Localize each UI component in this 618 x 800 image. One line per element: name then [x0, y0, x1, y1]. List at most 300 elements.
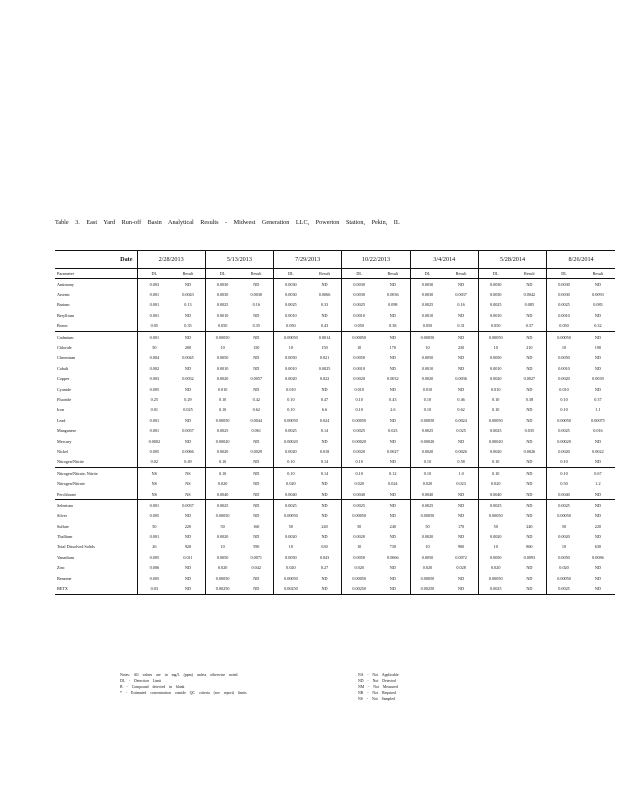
parameter-name: Total Dissolved Solids: [57, 544, 95, 550]
result-cell: 730: [389, 544, 396, 550]
result-cell: 0.0014: [308, 331, 342, 342]
notes-block: [120, 672, 247, 696]
result-cell: 0.018: [319, 448, 330, 454]
result-cell: NS: [185, 491, 191, 497]
parameter-name: Nitrogen/Nitrite: [57, 459, 84, 465]
dl-cell: 0.0020: [205, 531, 239, 541]
dl-cell: 0.00020: [205, 436, 239, 446]
dl-cell: 0.001: [137, 500, 171, 511]
dl-cell: 0.020: [205, 563, 239, 573]
dl-cell: 0.0025: [205, 500, 239, 511]
table-row: [55, 468, 615, 479]
sample-date-4: 10/22/2013: [342, 251, 410, 269]
dl-cell: 0.00050: [205, 511, 239, 521]
result-cell: ND: [594, 365, 601, 371]
dl-cell: 0.0020: [410, 446, 444, 456]
result-cell: ND: [458, 491, 465, 497]
date-label: Date: [55, 251, 137, 269]
dl-cell: 0.00050: [478, 415, 512, 425]
dl-cell: 0.0040: [478, 489, 512, 500]
parameter-name: Benzene: [57, 575, 72, 581]
result-cell: 0.035: [524, 428, 535, 434]
result-cell: 0.0032: [182, 376, 194, 382]
result-cell: 0.49: [184, 459, 192, 465]
dl-cell: 0.0050: [410, 353, 444, 363]
table-row: [55, 489, 615, 500]
results-table-container: [55, 250, 615, 595]
dl-cell: 0.020: [274, 563, 308, 573]
dl-cell: 0.10: [205, 457, 239, 468]
dl-cell: 0.10: [478, 468, 512, 479]
dl-cell: 10: [410, 542, 444, 552]
dl-cell: 0.0025: [274, 425, 308, 435]
result-cell: ND: [239, 468, 273, 479]
sample-date-1: 2/28/2013: [137, 251, 205, 269]
result-cell: ND: [526, 565, 533, 571]
table-row: [55, 478, 615, 488]
abbreviation-line: NM - Not Measured: [358, 685, 398, 689]
dl-cell: 0.020: [410, 563, 444, 573]
result-cell: ND: [184, 386, 191, 392]
dl-cell: NS: [137, 478, 171, 488]
result-cell: 0.0027: [387, 448, 399, 454]
result-cell: 0.0036: [387, 292, 399, 298]
result-cell: 0.0022: [592, 448, 604, 454]
dl-cell: 0.0040: [274, 489, 308, 500]
dl-cell: 0.0050: [274, 552, 308, 562]
dl-cell: 0.001: [137, 531, 171, 541]
result-cell: 0.0086: [592, 554, 604, 560]
result-cell: ND: [184, 565, 191, 571]
dl-cell: 0.00050: [205, 331, 239, 342]
dl-cell: 0.0040: [547, 489, 581, 500]
dl-cell: 50: [478, 521, 512, 531]
dl-cell: 0.10: [274, 457, 308, 468]
result-cell: 0.43: [320, 323, 329, 329]
result-cell: ND: [184, 575, 191, 581]
dl-cell: 0.10: [205, 405, 239, 415]
result-cell: ND: [184, 365, 191, 371]
dl-cell: 0.050: [410, 321, 444, 332]
parameter-name: Arsenic: [57, 292, 71, 298]
dl-cell: 0.010: [205, 384, 239, 394]
dl-cell: 0.00050: [274, 511, 308, 521]
dl-cell: 0.10: [547, 405, 581, 415]
result-cell: 230: [457, 345, 465, 351]
dl-cell: 10: [478, 542, 512, 552]
dl-cell: 0.10: [410, 405, 444, 415]
result-cell: 0.42: [252, 396, 260, 402]
parameter-name: Barium: [57, 302, 70, 308]
dl-cell: 0.00250: [274, 583, 308, 594]
result-cell: ND: [253, 355, 260, 361]
dl-cell: 0.0030: [410, 289, 444, 299]
result-cell: ND: [253, 513, 260, 519]
dl-cell: 0.0025: [342, 425, 376, 435]
dl-cell: 0.0050: [342, 353, 376, 363]
dl-cell: 0.0010: [478, 310, 512, 320]
dl-cell: 0.001: [137, 310, 171, 320]
abbreviation-line: ND - Not Detected: [358, 679, 396, 683]
dl-cell: 0.0025: [205, 425, 239, 435]
result-cell: ND: [389, 281, 396, 287]
dl-cell: 0.050: [547, 321, 581, 332]
result-cell: 0.32: [594, 323, 602, 329]
dl-cell: 0.050: [478, 321, 512, 332]
dl-cell: 0.0025: [274, 500, 308, 511]
result-cell: ND: [526, 407, 533, 413]
table-row: [55, 353, 615, 363]
dl-cell: 0.00050: [205, 573, 239, 583]
result-cell: 0.35: [252, 323, 260, 329]
table-row: [55, 583, 615, 594]
dl-cell: 0.0010: [205, 310, 239, 320]
date-header-row: [55, 251, 615, 269]
column-header-row: [55, 269, 615, 279]
result-cell: ND: [594, 386, 601, 392]
parameter-name: Selenium: [55, 500, 137, 511]
dl-cell: 0.10: [342, 457, 376, 468]
dl-cell: 0.00050: [342, 511, 376, 521]
dl-cell: 0.0050: [342, 552, 376, 562]
result-cell: ND: [594, 459, 601, 465]
dl-cell: 0.0020: [410, 531, 444, 541]
dl-cell: 0.00250: [205, 583, 239, 594]
table-row: [55, 310, 615, 320]
result-header: Result: [308, 269, 342, 279]
dl-cell: 0.02: [137, 457, 171, 468]
dl-cell: 0.0010: [410, 363, 444, 373]
table-row: [55, 289, 615, 299]
parameter-name: Thallium: [57, 534, 73, 540]
parameter-name: Iron: [57, 407, 64, 413]
dl-cell: 10: [547, 342, 581, 352]
dl-cell: 0.10: [478, 457, 512, 468]
dl-cell: 0.005: [137, 573, 171, 583]
dl-cell: 0.0020: [205, 374, 239, 384]
table-row: [55, 405, 615, 415]
result-cell: 0.62: [252, 407, 260, 413]
dl-cell: 0.0020: [547, 446, 581, 456]
result-cell: ND: [458, 365, 465, 371]
dl-cell: 0.10: [274, 394, 308, 404]
result-cell: 2.6: [390, 407, 396, 413]
abbreviation-line: NR - Not Required: [358, 691, 396, 695]
dl-cell: 0.0050: [205, 353, 239, 363]
dl-cell: 0.0010: [205, 363, 239, 373]
dl-cell: 0.10: [547, 457, 581, 468]
dl-cell: 0.00020: [478, 436, 512, 446]
result-cell: 0.0066: [318, 292, 331, 298]
result-cell: ND: [389, 365, 396, 371]
result-cell: 1.0: [444, 468, 478, 479]
result-cell: ND: [321, 386, 328, 392]
parameter-name: Cyanide: [57, 386, 71, 392]
dl-cell: 0.0010: [478, 363, 512, 373]
result-cell: 0.0026: [523, 448, 536, 454]
result-cell: 0.0037: [182, 428, 194, 434]
result-cell: 0.098: [388, 302, 398, 308]
result-cell: ND: [389, 491, 396, 497]
result-cell: 6.6: [321, 407, 328, 413]
dl-cell: 0.020: [478, 478, 512, 488]
result-cell: ND: [526, 438, 533, 444]
dl-cell: 0.0030: [547, 279, 581, 290]
result-cell: ND: [526, 312, 533, 318]
dl-cell: 0.0020: [478, 446, 512, 456]
result-cell: 0.0025: [318, 365, 331, 371]
result-cell: ND: [389, 575, 396, 581]
dl-cell: 0.0020: [274, 374, 308, 384]
result-cell: ND: [526, 491, 533, 497]
dl-cell: 0.0010: [342, 310, 376, 320]
dl-cell: 0.00020: [274, 436, 308, 446]
result-header: Result: [444, 269, 478, 279]
dl-cell: 0.00050: [478, 331, 512, 342]
dl-cell: 0.0040: [205, 489, 239, 500]
result-cell: 0.0072: [455, 554, 467, 560]
result-cell: ND: [594, 355, 601, 361]
result-cell: 0.0093: [592, 292, 604, 298]
result-cell: 0.0093: [523, 554, 536, 560]
table-row: [55, 279, 615, 290]
note-line: Notes: All values are in mg/L (ppm) unless otherwise noted.: [120, 673, 239, 677]
dl-cell: 0.0030: [547, 289, 581, 299]
result-cell: 0.043: [319, 554, 330, 560]
result-cell: 170: [389, 345, 396, 351]
result-cell: 0.27: [320, 565, 329, 571]
dl-cell: 0.0002: [137, 436, 171, 446]
dl-cell: 50: [137, 521, 171, 531]
dl-cell: 0.00050: [410, 511, 444, 521]
dl-cell: 0.020: [410, 478, 444, 488]
result-cell: ND: [389, 312, 396, 318]
table-row: [55, 321, 615, 332]
dl-cell: 0.00050: [410, 573, 444, 583]
dl-cell: 0.0030: [274, 289, 308, 299]
result-cell: NS: [185, 481, 191, 487]
dl-cell: 0.001: [137, 289, 171, 299]
result-cell: ND: [526, 534, 533, 540]
parameter-name: Perchlorate: [57, 491, 77, 497]
dl-cell: 0.0050: [205, 552, 239, 562]
dl-cell: NS: [137, 489, 171, 500]
result-cell: ND: [389, 565, 396, 571]
dl-cell: NS: [137, 468, 171, 479]
result-cell: ND: [594, 565, 601, 571]
dl-cell: 0.0025: [410, 300, 444, 310]
result-cell: 1.1: [595, 407, 601, 413]
result-cell: ND: [594, 281, 601, 287]
result-cell: ND: [321, 438, 328, 444]
result-cell: ND: [184, 513, 191, 519]
table-row: [55, 552, 615, 562]
sample-date-7: 8/26/2014: [547, 251, 615, 269]
dl-cell: 0.00050: [410, 331, 444, 342]
result-cell: ND: [594, 513, 601, 519]
dl-cell: 0.0020: [478, 374, 512, 384]
dl-cell: 0.00050: [547, 573, 581, 583]
dl-cell: 0.00050: [478, 573, 512, 583]
result-cell: 0.16: [252, 302, 260, 308]
result-cell: 1.2: [595, 481, 601, 487]
dl-cell: 10: [342, 342, 376, 352]
note-line: DL - Detection Limit: [120, 679, 162, 683]
result-cell: 240: [321, 523, 328, 529]
result-cell: ND: [526, 365, 533, 371]
result-cell: ND: [444, 500, 478, 511]
dl-cell: 0.020: [342, 478, 376, 488]
result-cell: ND: [239, 331, 273, 342]
result-cell: 0.0030: [250, 292, 262, 298]
result-cell: 0.0037: [171, 500, 205, 511]
dl-cell: 0.05: [137, 321, 171, 332]
dl-header: DL: [478, 269, 512, 279]
dl-cell: 0.10: [547, 394, 581, 404]
result-cell: ND: [458, 355, 465, 361]
dl-cell: 0.00250: [342, 583, 376, 594]
result-cell: ND: [389, 417, 396, 423]
dl-cell: 10: [342, 542, 376, 552]
result-cell: ND: [253, 438, 260, 444]
result-cell: ND: [526, 513, 533, 519]
dl-cell: 0.10: [342, 468, 376, 479]
dl-cell: 0.0030: [274, 279, 308, 290]
result-cell: ND: [513, 331, 547, 342]
result-cell: 240: [526, 523, 533, 529]
dl-cell: 0.050: [274, 321, 308, 332]
result-cell: ND: [253, 491, 260, 497]
dl-cell: 0.00050: [342, 331, 376, 342]
result-cell: 0.14: [308, 468, 342, 479]
dl-cell: 0.00050: [274, 573, 308, 583]
dl-cell: 0.0030: [205, 279, 239, 290]
dl-cell: 0.0020: [205, 446, 239, 456]
result-cell: ND: [458, 575, 465, 581]
result-cell: 0.16: [457, 302, 465, 308]
dl-cell: 0.005: [137, 384, 171, 394]
result-cell: ND: [458, 312, 465, 318]
dl-cell: 0.020: [342, 563, 376, 573]
result-cell: 0.67: [581, 468, 615, 479]
dl-cell: 0.10: [274, 405, 308, 415]
result-cell: 0.022: [319, 376, 330, 382]
result-cell: 0.00075: [591, 417, 605, 423]
dl-cell: 0.0020: [274, 531, 308, 541]
result-cell: ND: [253, 281, 260, 287]
result-cell: 630: [594, 544, 602, 550]
result-cell: 590: [253, 544, 260, 550]
dl-cell: 10: [274, 542, 308, 552]
sample-date-3: 7/29/2013: [274, 251, 342, 269]
result-cell: ND: [253, 481, 260, 487]
result-cell: ND: [171, 331, 205, 342]
dl-cell: 0.00020: [342, 436, 376, 446]
dl-cell: 0.0020: [547, 374, 581, 384]
result-cell: 0.011: [183, 554, 193, 560]
result-cell: 0.0024: [455, 417, 467, 423]
result-cell: ND: [321, 312, 328, 318]
dl-cell: 26: [137, 542, 171, 552]
dl-cell: 0.0030: [478, 289, 512, 299]
result-cell: ND: [253, 312, 260, 318]
dl-cell: 0.005: [137, 511, 171, 521]
dl-cell: 0.050: [342, 321, 376, 332]
result-cell: ND: [184, 417, 191, 423]
dl-cell: 0.0010: [547, 363, 581, 373]
result-cell: 0.14: [320, 428, 329, 434]
dl-cell: 0.001: [137, 331, 171, 342]
result-cell: 0.0043: [182, 292, 194, 298]
result-cell: ND: [321, 281, 328, 287]
result-cell: ND: [526, 459, 533, 465]
sample-date-5: 3/4/2014: [410, 251, 478, 269]
result-cell: ND: [253, 386, 260, 392]
parameter-name: Sulfate: [57, 523, 69, 529]
dl-cell: 0.0025: [342, 300, 376, 310]
result-cell: ND: [389, 513, 396, 519]
dl-cell: 0.010: [410, 384, 444, 394]
dl-cell: 10: [205, 342, 239, 352]
result-cell: 920: [184, 544, 192, 550]
result-cell: ND: [376, 331, 410, 342]
result-cell: ND: [458, 386, 465, 392]
result-cell: ND: [389, 386, 396, 392]
result-cell: ND: [239, 500, 273, 511]
table-row: [55, 531, 615, 541]
dl-cell: 0.0050: [478, 552, 512, 562]
result-cell: 0.0039: [592, 376, 604, 382]
dl-cell: 0.020: [547, 563, 581, 573]
parameter-name: Nickel: [57, 448, 69, 454]
dl-cell: 0.0050: [274, 353, 308, 363]
result-cell: ND: [376, 583, 410, 594]
dl-cell: 0.00050: [342, 573, 376, 583]
result-cell: ND: [594, 438, 601, 444]
result-cell: 0.14: [320, 459, 329, 465]
table-row: [55, 521, 615, 531]
result-cell: 0.35: [184, 323, 192, 329]
dl-cell: 0.0010: [342, 363, 376, 373]
dl-header: DL: [342, 269, 376, 279]
result-cell: ND: [389, 459, 396, 465]
result-cell: ND: [458, 534, 465, 540]
result-cell: ND: [594, 312, 601, 318]
result-header: Result: [513, 269, 547, 279]
dl-cell: 0.002: [137, 363, 171, 373]
parameter-name: Nitrogen/Nitrate: [57, 481, 85, 487]
dl-cell: 0.0030: [478, 279, 512, 290]
dl-cell: 0.10: [547, 468, 581, 479]
result-cell: 0.37: [594, 396, 602, 402]
parameter-name: Lead: [57, 417, 66, 423]
dl-cell: 0.005: [137, 552, 171, 562]
result-cell: 0.061: [251, 428, 261, 434]
dl-cell: 0.10: [342, 405, 376, 415]
result-cell: ND: [184, 534, 191, 540]
dl-cell: 0.010: [274, 384, 308, 394]
dl-cell: 50: [274, 521, 308, 531]
result-cell: 220: [184, 523, 192, 529]
table-row: [55, 446, 615, 456]
dl-cell: 0.0025: [410, 425, 444, 435]
result-cell: ND: [321, 491, 328, 497]
dl-cell: 0.020: [274, 478, 308, 488]
result-cell: 0.0071: [250, 554, 262, 560]
parameter-name: Manganese: [57, 428, 77, 434]
dl-cell: 0.0050: [478, 353, 512, 363]
dl-cell: 0.00050: [547, 511, 581, 521]
